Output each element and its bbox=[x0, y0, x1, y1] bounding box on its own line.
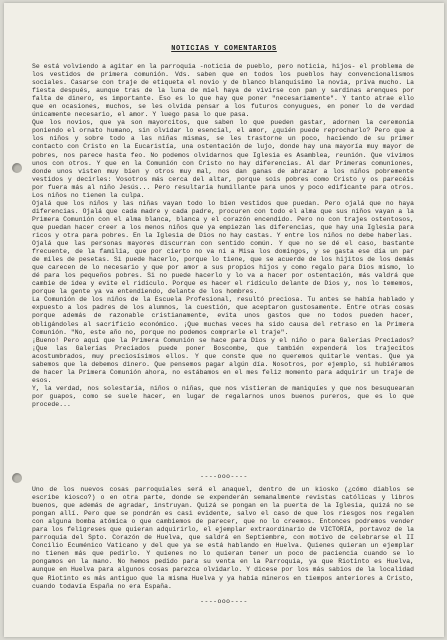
page-title: NOTICIAS Y COMENTARIOS bbox=[171, 45, 277, 53]
paragraph: La Comunión de los niños de la Escuela Profesional, resultó preciosa. Tu antes se había hablado y expuesto a los padres de los alumnos, la cuestión, que aceptaron gustosamente. Entre otras cosas porque además de razonable cristianamente, evita unos gastos que no todos pueden hacer, obligándoles al sacrificio económico. ¡Que muchas veces ha sido causa del retraso en la Primera Comunión. "No, este año no, porque no podemos comprarle el traje". bbox=[32, 296, 414, 336]
document-page bbox=[4, 3, 444, 637]
paragraph: Ojalá que las personas mayores discurran con sentido común. Y que no se dé el caso, bastante frecuente, de la familia, que por cierto no va ni a Misa los domingos, y se gasta ese día un par de miles de pesetas. Si puede hacerlo, porque lo tiene, que se acuerde de los hijitos de los demás que carecen de lo necesario y que por amor a sus propios hijos y como regalo para Dios mismo, lo dé para los pequeños pobres. Si no puede hacerlo y lo va a hacer por ostentación, más valdrá que cambie de idea y evite el ridículo. Porque es hacer el ridículo delante de Dios y, nos lo tememos, porque la gente ya va entendiendo, delante de los hombres. bbox=[32, 240, 414, 296]
section-divider: ----ooo---- bbox=[200, 473, 248, 480]
punch-hole-top bbox=[12, 163, 22, 173]
paragraph: ¡Bueno! Pero aquí que la Primera Comunión se hace para Dios y el niño o para Galerías Preciados? ¡Que las Galerías Preciados puede poner Boscombe, que también expenderá los trajecitos acostumbrados, muy preciosísimos ellos. Y que conste que no queremos quitarle ventas. Que ya sabemos que la debemos dinero. Que pensemos pagar algún día. Nosotros, por ejemplo, si hubiéramos de hacer la Primera Comunión ahora, no estábamos en el mes feliz momento para adquirir un traje de esos. bbox=[32, 336, 414, 384]
paragraph: Que los novios, que ya son mayorcitos, que saben lo que pueden gastar, adornen la ceremonia poniendo el ornato humano, sin olvidar lo esencial, el amor, ¿quién puede reprocharlo? Pero que a los niños y sobre todo a las niñas mismas, se les trastorne un poco, haciendo de su primer contacto con Cristo en la Eucaristía, una ostentación de lujo, donde hay una mayoría muy mayor de pobres, nos parece hasta feo. No podemos olvidarnos que Iglesia es Asamblea, reunión. Que vivimos unos con otros. Y que en la Comunión con Cristo no hay diferencias. Al dar Primeras comuniones, donde unos visten muy bien y otros muy mal, nos dan ganas de abrazar a los niños pobremente vestidos y decirles: Vosotros más cerca del altar, porque sois pobres como Cristo y os parecéis por fuera más al niño Jesús... Pero resultaría humillante para unos y poco edificante para otros. Los niños no tienen la culpa. bbox=[32, 119, 414, 199]
paragraph: Y, la verdad, nos solestaría, niños o niñas, que nos vistieran de maniquíes y que nos besuquearan por guapos, como se suele hacer, en lugar de regalarnos unos buenos pureros, que es lo que procede... bbox=[32, 384, 414, 408]
section-divider: ----ooo---- bbox=[200, 598, 248, 605]
paragraph: Se está volviendo a agitar en la parroquia -noticia de pueblo, pero noticia, hijos- el problema de los vestidos de primera comunión. Vds. saben que en todos los pueblos hay convencionalismos sociales. Casarse con traje de etiqueta el novio y de blanco blanquísimo la novia, priva mucho. La fiesta después, aunque tras de la luna de miel haya de vivirse con pan y sardinas arenques por falta de dinero, es importante. Eso es lo que hay que poner "necesariamente". Y tanto atrae ello que en ocasiones, muchos, se les olvida pensar a los futuros conyugues, en poner lo de verdad únicamente necesario, el amor. Y luego pasa lo que pasa. bbox=[32, 63, 414, 119]
paragraph: Uno de los nuevos cosas parroquiales será el anaquel, dentro de un kiosko (¿cómo diablos se escribe kiosco?) o en otra parte, donde se expenderán semanalmente revistas católicas y libros buenos, que además de agradar, instruyan. Quizá se pongan en la puerta de la Iglesia, quizá no se pongan allí. Pero que se pondrán es casi evidente, salvo el caso de que los riesgos nos regalen con alguna bomba atómica o que cambiemos de parecer, que no lo creemos. Entonces podremos vender para los feligreses que quieran adquirirlo, el ejemplar extraordinario de VICTORIA, portavoz de la parroquia del Spto. Corazón de Huelva, que saldrá en Septiembre, con motivo de celebrarse el II Concilio Ecuménico Vaticano y del que ya se está hablando en Huelva. Quienes quieran un ejemplar no tienen más que pedirlo. Y quienes no lo quieran tener un poco de paciencia cuando se lo pongamos en la mano. No hemos pedido para su venta en la Parroquia, ya que Riotinto es Huelva, aunque en Huelva para algunos cosas parezca olvidarlo. Y dicese por los más sabios de la localidad que Riotinto es más antiguo que la misma Huelva y ya había mineros en tiempos anteriores a Cristo, cuando todavía España no era España. bbox=[32, 486, 414, 590]
paragraph: Ojalá que los niños y las niñas vayan todo lo bien vestidos que puedan. Pero ojalá que no haya diferencias. Ojalá que cada madre y cada padre, procuren con todo el alma que sus niños vayan a la Primera Comunión con el alma blanca, blanca y el corazón encendido. Pero no con trajes ostentosos, que puedan hacer creer a los menos niños que ya empiezan las diferencias, que hay una Iglesia para ricos y otra para pobres. En la Iglesia de Dios no hay castas. Y entre los niños no debe haberlas. bbox=[32, 199, 414, 239]
section-kiosk bbox=[32, 486, 414, 591]
section-parish-communion bbox=[32, 63, 414, 409]
